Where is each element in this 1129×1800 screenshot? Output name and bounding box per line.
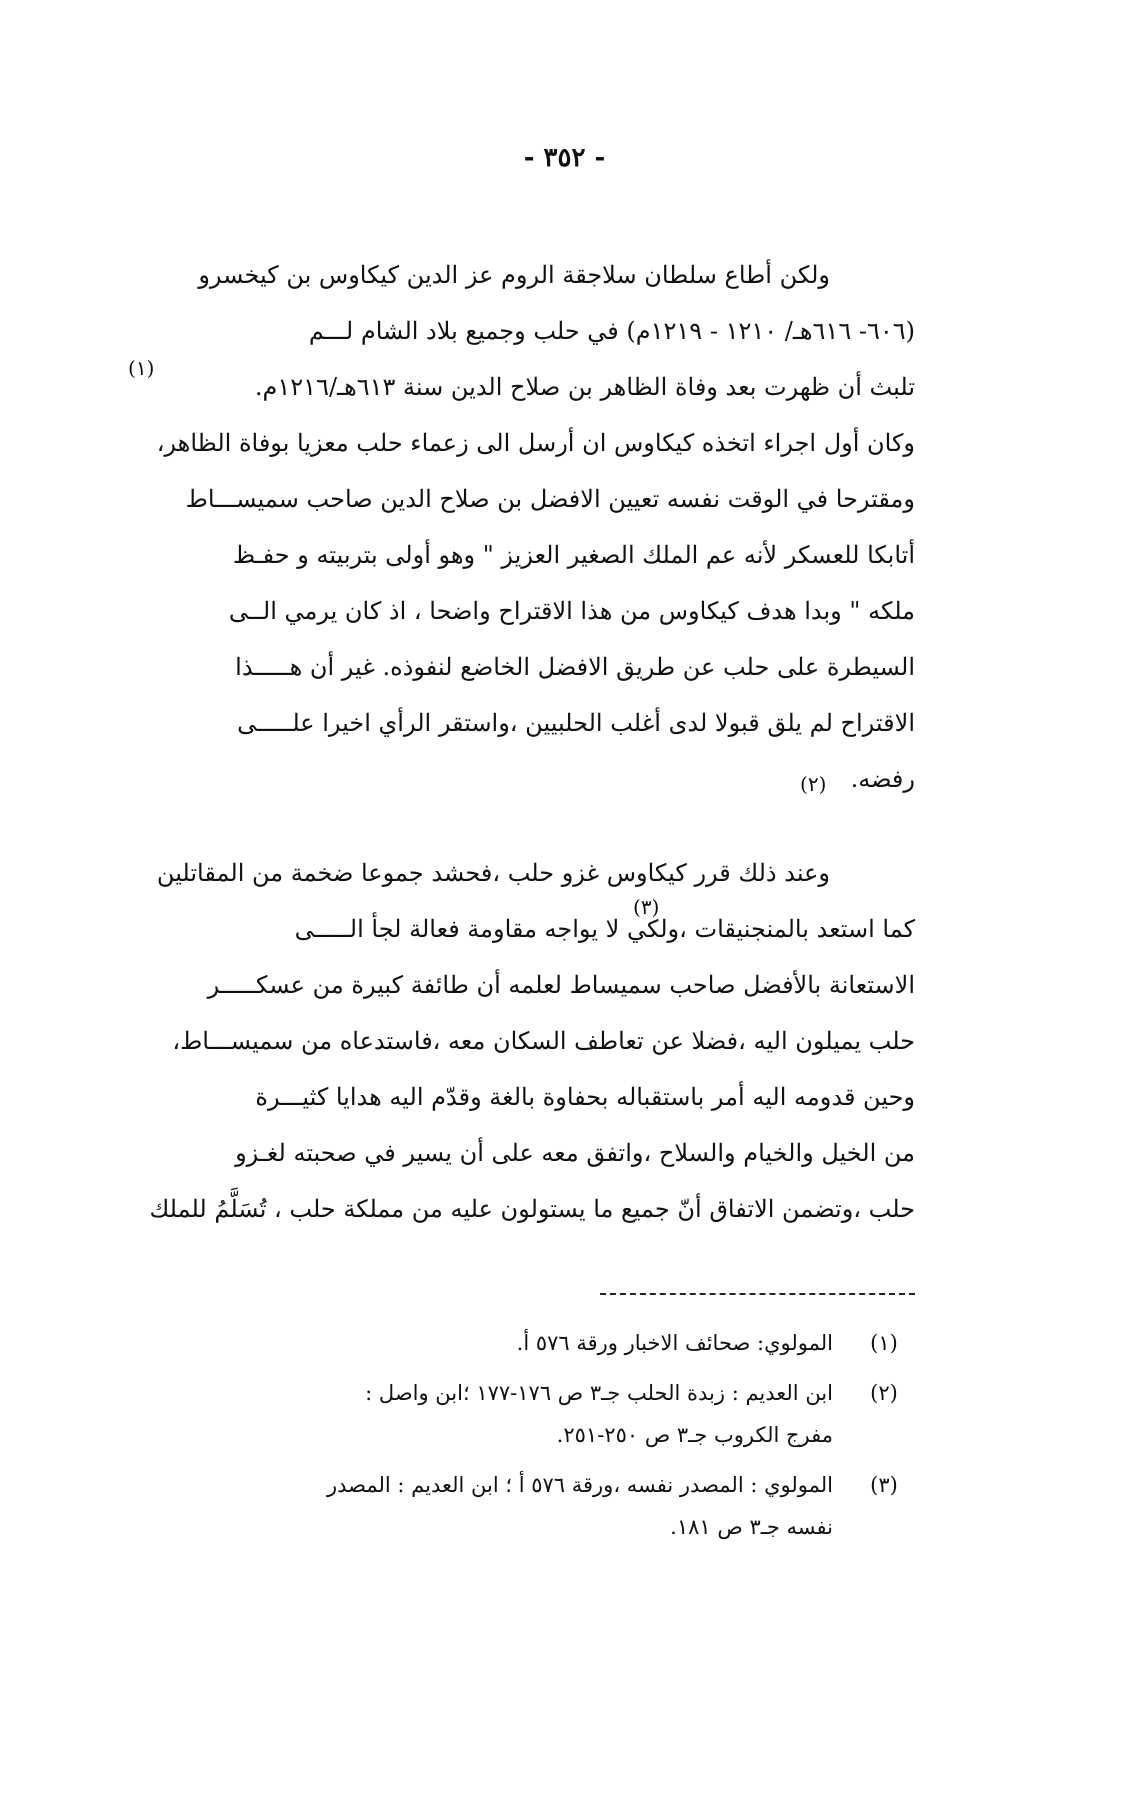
text-line: من الخيل والخيام والسلاح ،واتفق معه على أن يسير في صحبته لغـزو xyxy=(235,1139,915,1167)
paragraph-2 xyxy=(115,845,915,1237)
text-line: حلب يميلون اليه ،فضلا عن تعاطف السكان معه ،فاستدعاه من سميســـاط، xyxy=(172,1027,915,1055)
footnote xyxy=(125,1464,915,1548)
footnotes xyxy=(125,1322,915,1548)
text-line: وكان أول اجراء اتخذه كيكاوس ان أرسل الى زعماء حلب معزيا بوفاة الظاهر، xyxy=(156,429,915,457)
text-line: ولكن أطاع سلطان سلاجقة الروم عز الدين كيكاوس بن كيخسرو xyxy=(198,261,830,289)
text-line: الاقتراح لم يلق قبولا لدى أغلب الحلبيين ،واستقر الرأي اخيرا علـــــى xyxy=(237,709,915,737)
text-line: رفضه. xyxy=(850,765,915,793)
text-line: الاستعانة بالأفضل صاحب سميساط لعلمه أن طائفة كبيرة من عسكـــــر xyxy=(207,971,915,999)
footnote-number: (٢) xyxy=(870,1381,898,1405)
text-line: تلبث أن ظهرت بعد وفاة الظاهر بن صلاح الدين سنة ٦١٣هـ/١٢١٦م. xyxy=(254,373,915,401)
footnote-marker-1: (١) xyxy=(128,356,155,380)
text-line: أتابكا للعسكر لأنه عم الملك الصغير العزيز " وهو أولى بتربيته و حفـظ xyxy=(232,541,915,569)
footnote-marker-3: (٣) xyxy=(633,895,660,919)
text-line: (٦٠٦- ٦١٦هـ/ ١٢١٠ - ١٢١٩م) في حلب وجميع بلاد الشام لـــم xyxy=(308,317,915,345)
footnote-number: (٣) xyxy=(870,1473,898,1497)
footnote-number: (١) xyxy=(870,1331,898,1355)
footnote-text: المولوي: صحائف الاخبار ورقة ٥٧٦ أ. xyxy=(516,1331,833,1355)
footnote xyxy=(125,1372,915,1456)
text-line: السيطرة على حلب عن طريق الافضل الخاضع لنفوذه. غير أن هـــــذا xyxy=(235,653,915,681)
footnote-text: ابن العديم : زبدة الحلب جـ٣ ص ١٧٦-١٧٧ ؛ابن واصل : xyxy=(365,1381,833,1405)
text-line: كما استعد بالمنجنيقات ،ولكي لا يواجه مقاومة فعالة لجأ الـــــى xyxy=(294,915,915,943)
footnote xyxy=(125,1322,915,1364)
footnote-text: مفرج الكروب جـ٣ ص ٢٥٠-٢٥١. xyxy=(556,1423,833,1447)
text-line: ومقترحا في الوقت نفسه تعيين الافضل بن صلاح الدين صاحب سميســـاط xyxy=(185,485,915,513)
page-number: - ٣٥٢ - xyxy=(523,143,606,173)
paragraph-1 xyxy=(115,247,915,807)
text-line: وحين قدومه اليه أمر باستقباله بحفاوة بالغة وقدّم اليه هدايا كثيـــرة xyxy=(255,1083,915,1111)
footnote-marker-2: (٢) xyxy=(800,772,827,796)
text-line: ملكه " وبدا هدف كيكاوس من هذا الاقتراح واضحا ، اذ كان يرمي الــى xyxy=(228,597,915,625)
text-line: حلب ،وتضمن الاتفاق أنّ جميع ما يستولون عليه من مملكة حلب ، تُسَلَّمُ للملك xyxy=(149,1195,915,1223)
footnote-separator xyxy=(600,1293,915,1295)
footnote-text: المولوي : المصدر نفسه ،ورقة ٥٧٦ أ ؛ ابن العديم : المصدر xyxy=(326,1473,833,1497)
footnote-text: نفسه جـ٣ ص ١٨١. xyxy=(670,1515,833,1539)
text-line: وعند ذلك قرر كيكاوس غزو حلب ،فحشد جموعا ضخمة من المقاتلين xyxy=(156,859,830,887)
